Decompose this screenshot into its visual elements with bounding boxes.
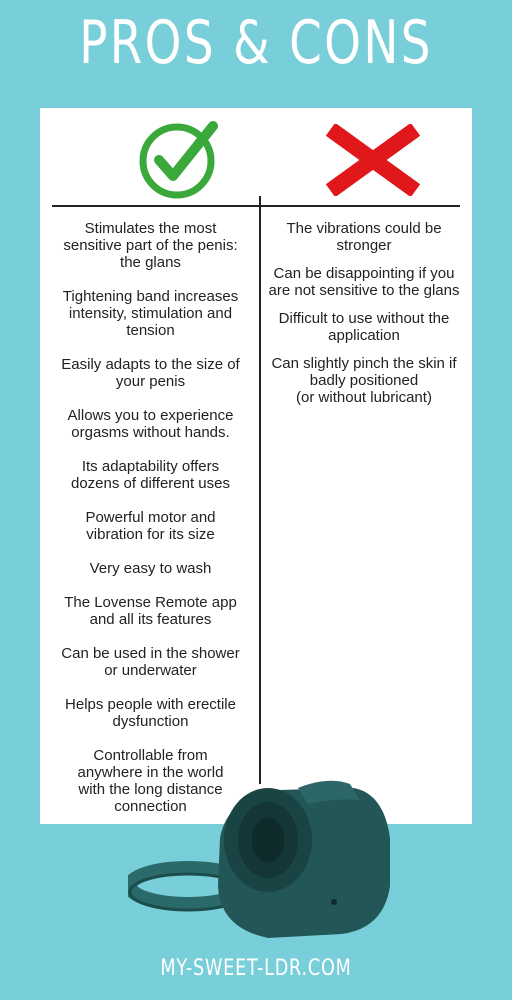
product-device-image [128,778,396,958]
con-item: Difficult to use without the application [278,310,450,344]
pro-item: Very easy to wash [89,560,212,577]
pros-cons-card [40,108,472,824]
check-icon [137,116,221,200]
pros-column [50,220,251,832]
vertical-divider [259,196,261,784]
horizontal-divider [52,205,460,207]
page-title: PROS & CONS [79,8,433,78]
pro-item: Tightening band increases intensity, stimulation and tension [62,288,239,339]
con-item: Can slightly pinch the skin if badly positioned (or without lubricant) [271,355,457,406]
pro-item: Helps people with erectile dysfunction [65,696,236,730]
con-item: Can be disappointing if you are not sensitive to the glans [268,265,460,299]
pro-item: The Lovense Remote app and all its features [64,594,237,628]
pro-item: Easily adapts to the size of your penis [61,356,240,390]
pro-item: Controllable from anywhere in the world with the long distance connection [77,747,224,815]
pro-item: Allows you to experience orgasms without hands. [67,407,234,441]
pro-item: Powerful motor and vibration for its size [85,509,216,543]
footer-website: MY-SWEET-LDR.COM [160,956,352,981]
cons-column [264,220,464,417]
pro-item: Can be used in the shower or underwater [61,645,240,679]
cross-icon [323,124,423,196]
con-item: The vibrations could be stronger [286,220,442,254]
pro-item: Its adaptability offers dozens of different uses [71,458,230,492]
pro-item: Stimulates the most sensitive part of the penis: the glans [63,220,238,271]
